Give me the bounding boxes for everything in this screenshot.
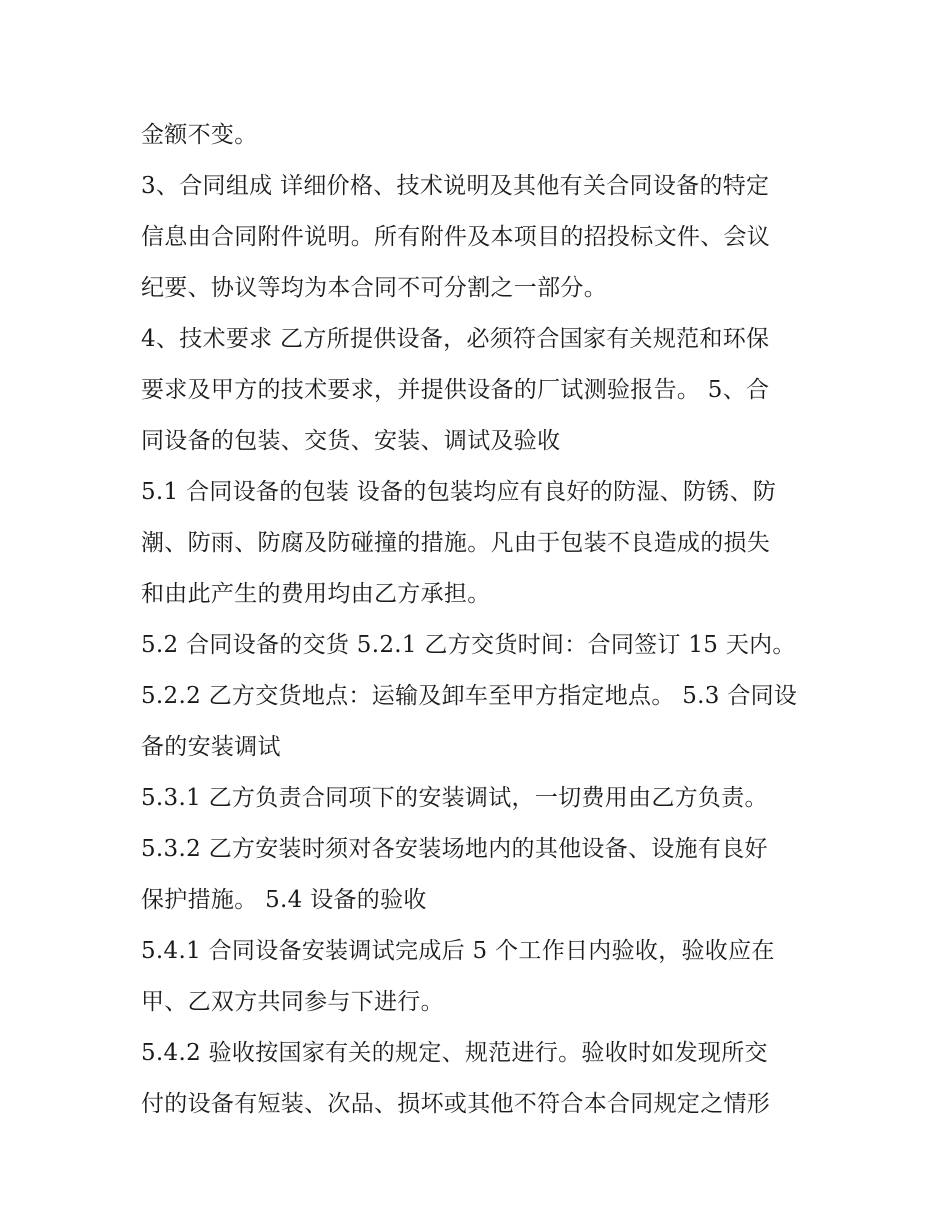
text-line: 5.4.2 验收按国家有关的规定、规范进行。验收时如发现所交 <box>141 1040 768 1066</box>
text-line: 潮、防雨、防腐及防碰撞的措施。凡由于包装不良造成的损失 <box>141 530 771 556</box>
text-line: 5.2 合同设备的交货 5.2.1 乙方交货时间：合同签订 15 天内。 <box>141 632 796 658</box>
text-line: 5.1 合同设备的包装 设备的包装均应有良好的防湿、防锈、防 <box>141 479 777 505</box>
text-line: 备的安装调试 <box>141 734 281 760</box>
text-line: 要求及甲方的技术要求，并提供设备的厂试测验报告。 5、合 <box>141 377 770 403</box>
text-line: 纪要、协议等均为本合同不可分割之一部分。 <box>141 275 607 301</box>
text-line: 4、技术要求 乙方所提供设备，必须符合国家有关规范和环保 <box>141 326 770 352</box>
text-line: 信息由合同附件说明。所有附件及本项目的招投标文件、会议 <box>141 224 771 250</box>
text-line: 甲、乙双方共同参与下进行。 <box>141 989 444 1015</box>
text-line: 3、合同组成 详细价格、技术说明及其他有关合同设备的特定 <box>141 173 770 199</box>
contract-text-body <box>141 110 831 1130</box>
text-line: 和由此产生的费用均由乙方承担。 <box>141 581 491 607</box>
text-line: 5.3.1 乙方负责合同项下的安装调试，一切费用由乙方负责。 <box>141 785 768 811</box>
text-line: 5.4.1 合同设备安装调试完成后 5 个工作日内验收，验收应在 <box>141 938 775 964</box>
text-line: 5.3.2 乙方安装时须对各安装场地内的其他设备、设施有良好 <box>141 836 768 862</box>
text-line: 5.2.2 乙方交货地点：运输及卸车至甲方指定地点。 5.3 合同设 <box>141 683 798 709</box>
text-line: 保护措施。 5.4 设备的验收 <box>141 887 427 913</box>
text-line: 付的设备有短装、次品、损坏或其他不符合本合同规定之情形 <box>141 1091 771 1117</box>
text-line: 同设备的包装、交货、安装、调试及验收 <box>141 428 561 454</box>
text-line: 金额不变。 <box>141 122 258 148</box>
